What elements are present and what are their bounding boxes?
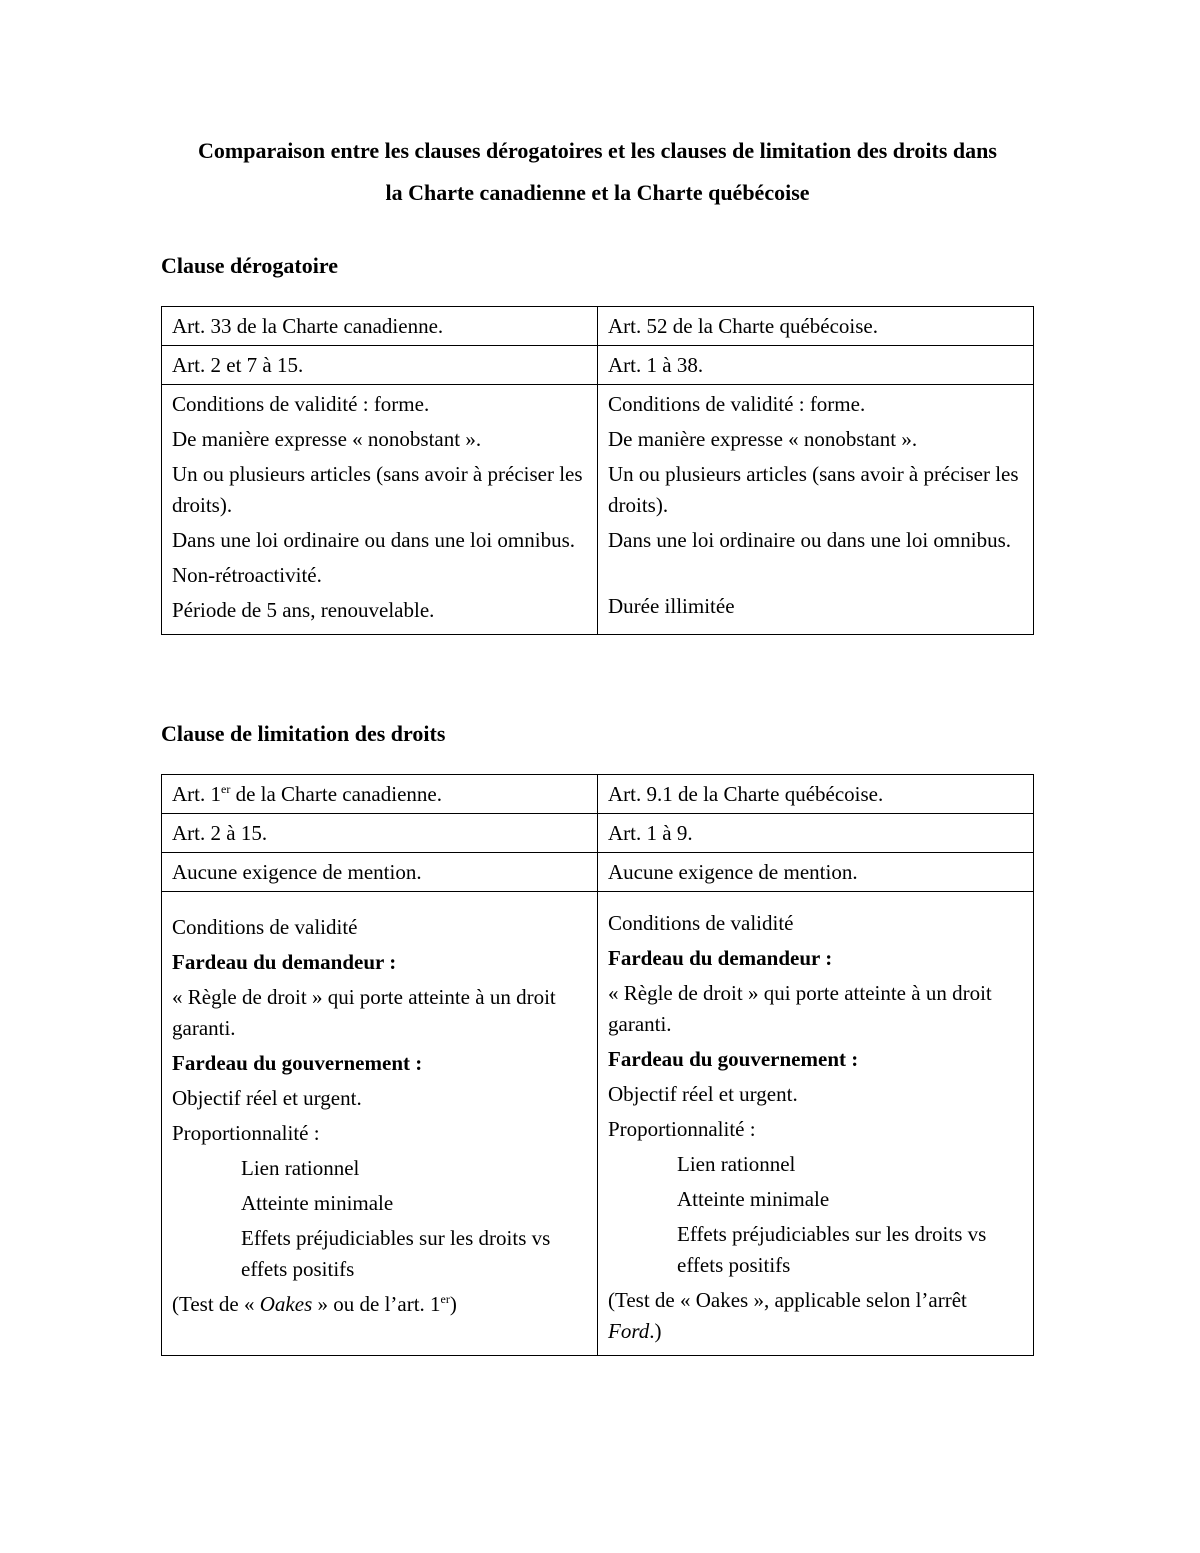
list-item	[172, 1289, 587, 1320]
table-row	[162, 385, 1034, 635]
cell-articles-canadienne: Art. 2 et 7 à 15.	[162, 346, 598, 385]
list-item: Fardeau du gouvernement :	[172, 1051, 423, 1075]
table-row	[162, 814, 1034, 853]
art-label: Art. 1	[172, 782, 221, 806]
list-item: Lien rationnel	[677, 1152, 796, 1176]
list-item: Lien rationnel	[241, 1156, 360, 1180]
list-item: Dans une loi ordinaire ou dans une loi omnibus.	[172, 528, 576, 552]
list-item: Proportionnalité :	[172, 1121, 320, 1145]
list-item: Non-rétroactivité.	[172, 563, 322, 587]
list-item: « Règle de droit » qui porte atteinte à un droit garanti.	[172, 985, 556, 1040]
cell-mention-quebecoise: Aucune exigence de mention.	[598, 853, 1034, 892]
list-item: Effets préjudiciables sur les droits vs effets positifs	[241, 1226, 551, 1281]
cell-conditions-quebecoise	[598, 892, 1034, 1356]
document-title	[160, 130, 1035, 214]
cell-charte-quebecoise: Art. 52 de la Charte québécoise.	[598, 307, 1034, 346]
case-name: Oakes	[259, 1292, 313, 1316]
cell-articles-canadienne: Art. 2 à 15.	[162, 814, 598, 853]
cell-mention-canadienne: Aucune exigence de mention.	[162, 853, 598, 892]
spacer	[608, 896, 1023, 908]
cell-charte-canadienne: Art. 33 de la Charte canadienne.	[162, 307, 598, 346]
list-item: De manière expresse « nonobstant ».	[608, 427, 918, 451]
test-prefix: (Test de «	[172, 1292, 260, 1316]
table-row	[162, 892, 1034, 1356]
table-clause-limitation	[161, 774, 1034, 1356]
spacer	[608, 560, 1023, 591]
list-item: Durée illimitée	[608, 594, 735, 618]
list-item: De manière expresse « nonobstant ».	[172, 427, 482, 451]
list-item: Période de 5 ans, renouvelable.	[172, 598, 435, 622]
list-item: Un ou plusieurs articles (sans avoir à préciser les droits).	[172, 462, 583, 517]
test-suffix: )	[449, 1292, 457, 1316]
list-item: Un ou plusieurs articles (sans avoir à préciser les droits).	[608, 462, 1019, 517]
table-row	[162, 346, 1034, 385]
cell-charte-quebecoise: Art. 9.1 de la Charte québécoise.	[598, 775, 1034, 814]
spacer	[172, 896, 587, 912]
list-item: Conditions de validité : forme.	[608, 392, 866, 416]
table-row	[162, 853, 1034, 892]
cell-conditions-quebecoise	[598, 385, 1034, 635]
heading-clause-limitation: Clause de limitation des droits	[161, 721, 446, 746]
list-item: Atteinte minimale	[677, 1187, 830, 1211]
cell-articles-quebecoise: Art. 1 à 38.	[598, 346, 1034, 385]
cell-conditions-canadienne	[162, 385, 598, 635]
test-mid: » ou de l’art. 1	[312, 1292, 441, 1316]
cell-articles-quebecoise: Art. 1 à 9.	[598, 814, 1034, 853]
superscript: er	[440, 1292, 450, 1306]
list-item: Fardeau du demandeur :	[608, 946, 833, 970]
list-item: Dans une loi ordinaire ou dans une loi omnibus.	[608, 528, 1012, 552]
list-item: Effets préjudiciables sur les droits vs effets positifs	[677, 1222, 987, 1277]
title-line-2: la Charte canadienne et la Charte québécoise	[385, 180, 810, 205]
cell-charte-canadienne	[162, 775, 598, 814]
list-item: Proportionnalité :	[608, 1117, 756, 1141]
list-item: Conditions de validité	[172, 915, 358, 939]
superscript: er	[221, 782, 231, 796]
list-item: Conditions de validité : forme.	[172, 392, 430, 416]
table-row	[162, 775, 1034, 814]
heading-clause-derogatoire: Clause dérogatoire	[161, 253, 338, 278]
title-line-1: Comparaison entre les clauses dérogatoires et les clauses de limitation des droits dans	[198, 138, 997, 163]
list-item: « Règle de droit » qui porte atteinte à un droit garanti.	[608, 981, 992, 1036]
list-item	[608, 1285, 1023, 1347]
list-item: Atteinte minimale	[241, 1191, 394, 1215]
test-prefix: (Test de « Oakes », applicable selon l’arrêt	[608, 1288, 967, 1312]
case-name: Ford	[608, 1319, 650, 1343]
list-item: Objectif réel et urgent.	[172, 1086, 362, 1110]
art-suffix: de la Charte canadienne.	[230, 782, 442, 806]
list-item: Objectif réel et urgent.	[608, 1082, 798, 1106]
table-row	[162, 307, 1034, 346]
list-item: Fardeau du gouvernement :	[608, 1047, 859, 1071]
list-item: Fardeau du demandeur :	[172, 950, 397, 974]
test-suffix: .)	[649, 1319, 662, 1343]
table-clause-derogatoire	[161, 306, 1034, 635]
cell-conditions-canadienne	[162, 892, 598, 1356]
list-item: Conditions de validité	[608, 911, 794, 935]
